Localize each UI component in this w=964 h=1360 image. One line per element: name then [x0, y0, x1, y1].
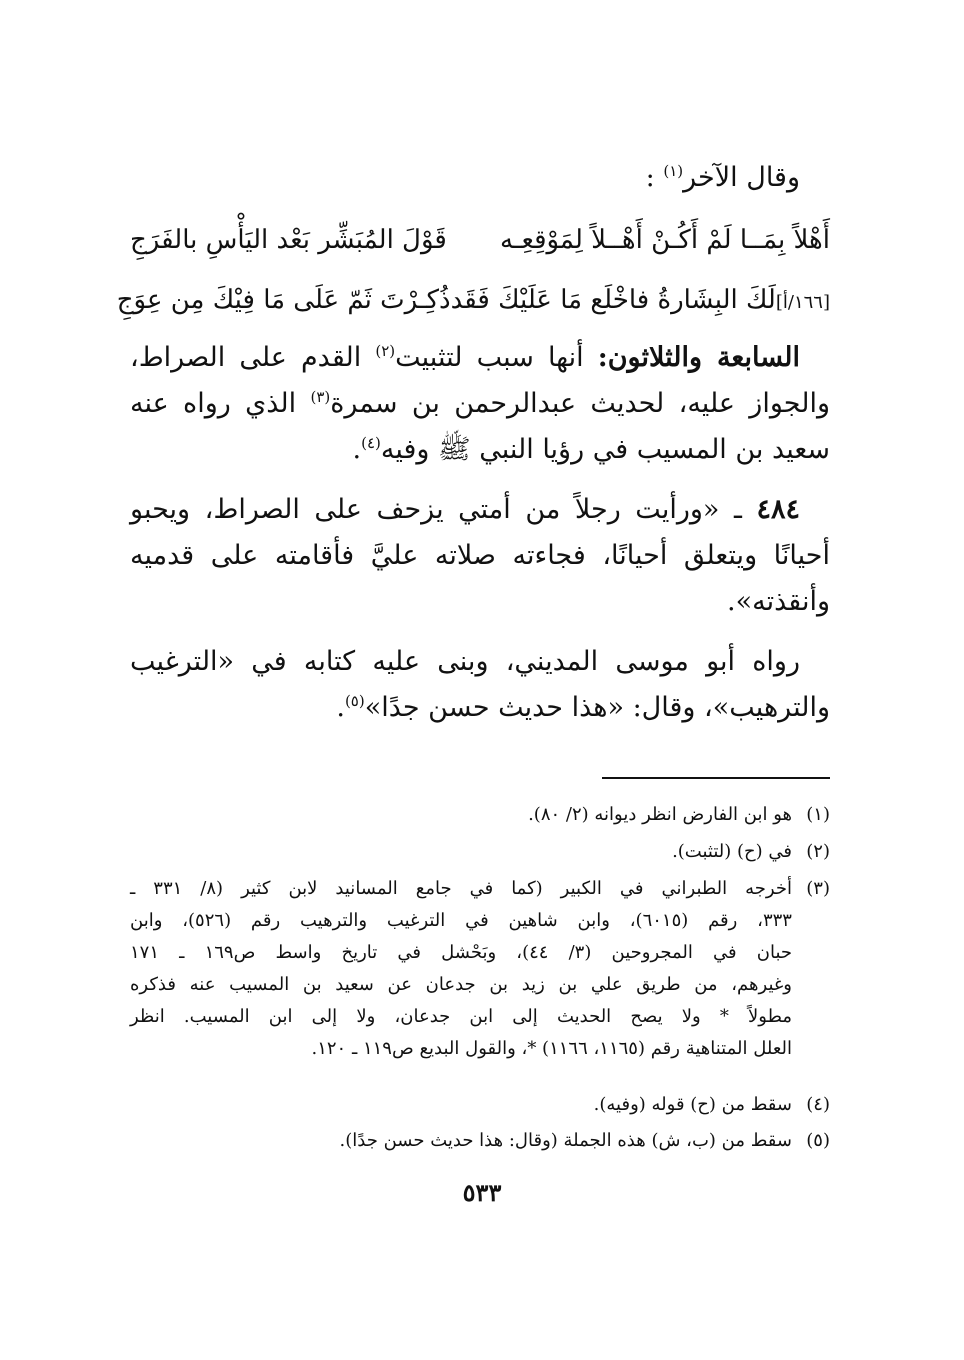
poem-intro-colon: : [645, 162, 655, 193]
narration-line-2-b: . [336, 692, 345, 723]
section-line-1-b: القدم على الصراط، [130, 342, 362, 373]
footnote-text: وغيرهم، من طريق علي بن زيد بن جدعان عن سعيد بن المسيب عنه فذكره [130, 974, 792, 995]
footnote-2 [130, 837, 830, 866]
verse-2-first-hemistich [451, 285, 830, 315]
footnote-ref-5: (٥) [344, 692, 365, 710]
footnote-text: سقط من (ح) قوله (وفيه). [593, 1094, 792, 1115]
verse-1 [130, 218, 830, 262]
section-line-2-b: الذي رواه عنه [130, 388, 297, 419]
footnote-number: (٣) [806, 878, 830, 899]
footnote-3-line-3 [130, 938, 830, 967]
narration-line-1 [130, 642, 830, 682]
hadith-line-3 [130, 582, 830, 622]
footnote-3-line-5 [130, 1002, 830, 1031]
footnote-4 [130, 1090, 830, 1119]
verse-2-first-text: لَكَ البِشَارةُ فاخْلَع مَا عَلَيْكَ فَقَد [450, 285, 776, 315]
footnote-3-line-2 [130, 906, 830, 935]
verse-2 [116, 278, 830, 322]
footnote-text: سقط من (ب، ش) هذه الجملة (وقال: هذا حديث حسن جدًا). [339, 1130, 792, 1151]
section-heading: السابعة والثلاثون: [597, 342, 801, 373]
footnote-ref-1: (١) [663, 162, 684, 180]
footnote-text: أخرجه الطبراني في الكبير (كما في جامع المسانيد لابن كثير (٨/ ٣٣١ ـ [130, 878, 792, 899]
footnote-1 [130, 800, 830, 829]
footnote-number: (٢) [806, 841, 830, 862]
hadith-line-3-text: وأنقذته». [727, 586, 830, 617]
section-line-3-b: . [352, 434, 362, 465]
footnote-text: العلل المتناهية رقم (١١٦٥، ١١٦٦) *، والقول البديع ص١١٩ ـ ١٢٠. [311, 1038, 792, 1059]
footnote-ref-3: (٣) [310, 388, 331, 406]
narration-line-1-text: رواه أبو موسى المديني، وبنى عليه كتابه في «الترغيب [130, 646, 800, 677]
narration-line-2-a: والترهيب»، وقال: «هذا حديث حسن جدًا» [364, 692, 830, 723]
section-line-2 [130, 384, 830, 424]
footnote-text: في (ح) (لتثبت). [672, 841, 792, 862]
footnote-3-line-4 [130, 970, 830, 999]
footnote-number: (١) [806, 804, 830, 825]
section-line-1-a: أنها سبب لتثبيت [395, 342, 584, 373]
footnote-text: مطولاً * ولا يصح الحديث إلى ابن جدعان، ولا إلى ابن المسيب. انظر [130, 1006, 792, 1027]
footnote-text: هو ابن الفارض انظر ديوانه (٢/ ٨٠). [528, 804, 792, 825]
section-line-3 [130, 430, 830, 470]
footnote-text: ٣٣٣، رقم (٦٠١٥)، وابن شاهين في الترغيب والترهيب رقم (٥٢٦)، وابن [130, 910, 792, 931]
footnote-ref-2: (٢) [375, 342, 396, 360]
hadith-line-1-text: ـ «ورأيت رجلاً من أمتي يزحف على الصراط، ويحبو [130, 494, 742, 525]
page-number: ٥٣٣ [462, 1178, 502, 1207]
footnote-ref-4: (٤) [361, 434, 381, 452]
verse-1-second-hemistich: قَوْلَ المُبَشِّر بَعْد اليَأْسِ بالفَرَجِ [130, 225, 447, 255]
hadith-line-2-text: أحيانًا ويتعلق أحيانًا، فجاءته صلاته عليَّ فأقامته على قدميه [130, 540, 830, 571]
hadith-line-1 [130, 490, 830, 530]
footnote-number: (٤) [806, 1094, 830, 1115]
poem-intro [646, 158, 800, 198]
hadith-number: ٤٨٤ [756, 494, 800, 525]
hadith-line-2 [130, 536, 830, 576]
footnote-number: (٥) [806, 1130, 830, 1151]
verse-2-second-hemistich: ذُكِـرْتَ ثَمّ عَلَى مَا فِيْكَ مِن عِوَجِ [116, 285, 451, 315]
footnote-3-line-6 [130, 1034, 830, 1063]
verse-1-first-hemistich: أَهْلاً بِمَــا لَمْ أَكُـنْ أَهْــلاً لِمَوْقِعِـه [499, 225, 830, 255]
footnote-5 [130, 1126, 830, 1155]
footnote-3-line-1 [130, 874, 830, 903]
poem-intro-text: وقال الآخر [683, 162, 800, 193]
footnote-text: حبان في المجروحين (٣/ ٤٤)، وبَحْشل في تاريخ واسط ص١٦٩ ـ ١٧١ [130, 942, 793, 963]
footnote-separator [602, 777, 830, 779]
manuscript-folio-ref: [١٦٦/أ] [775, 292, 830, 313]
section-line-3-a: سعيد بن المسيب في رؤيا النبي ﷺ وفيه [380, 434, 830, 465]
narration-line-2 [130, 688, 830, 728]
section-line-2-a: والجواز عليه، لحديث عبدالرحمن بن سمرة [330, 388, 830, 419]
section-line-1 [130, 338, 830, 378]
